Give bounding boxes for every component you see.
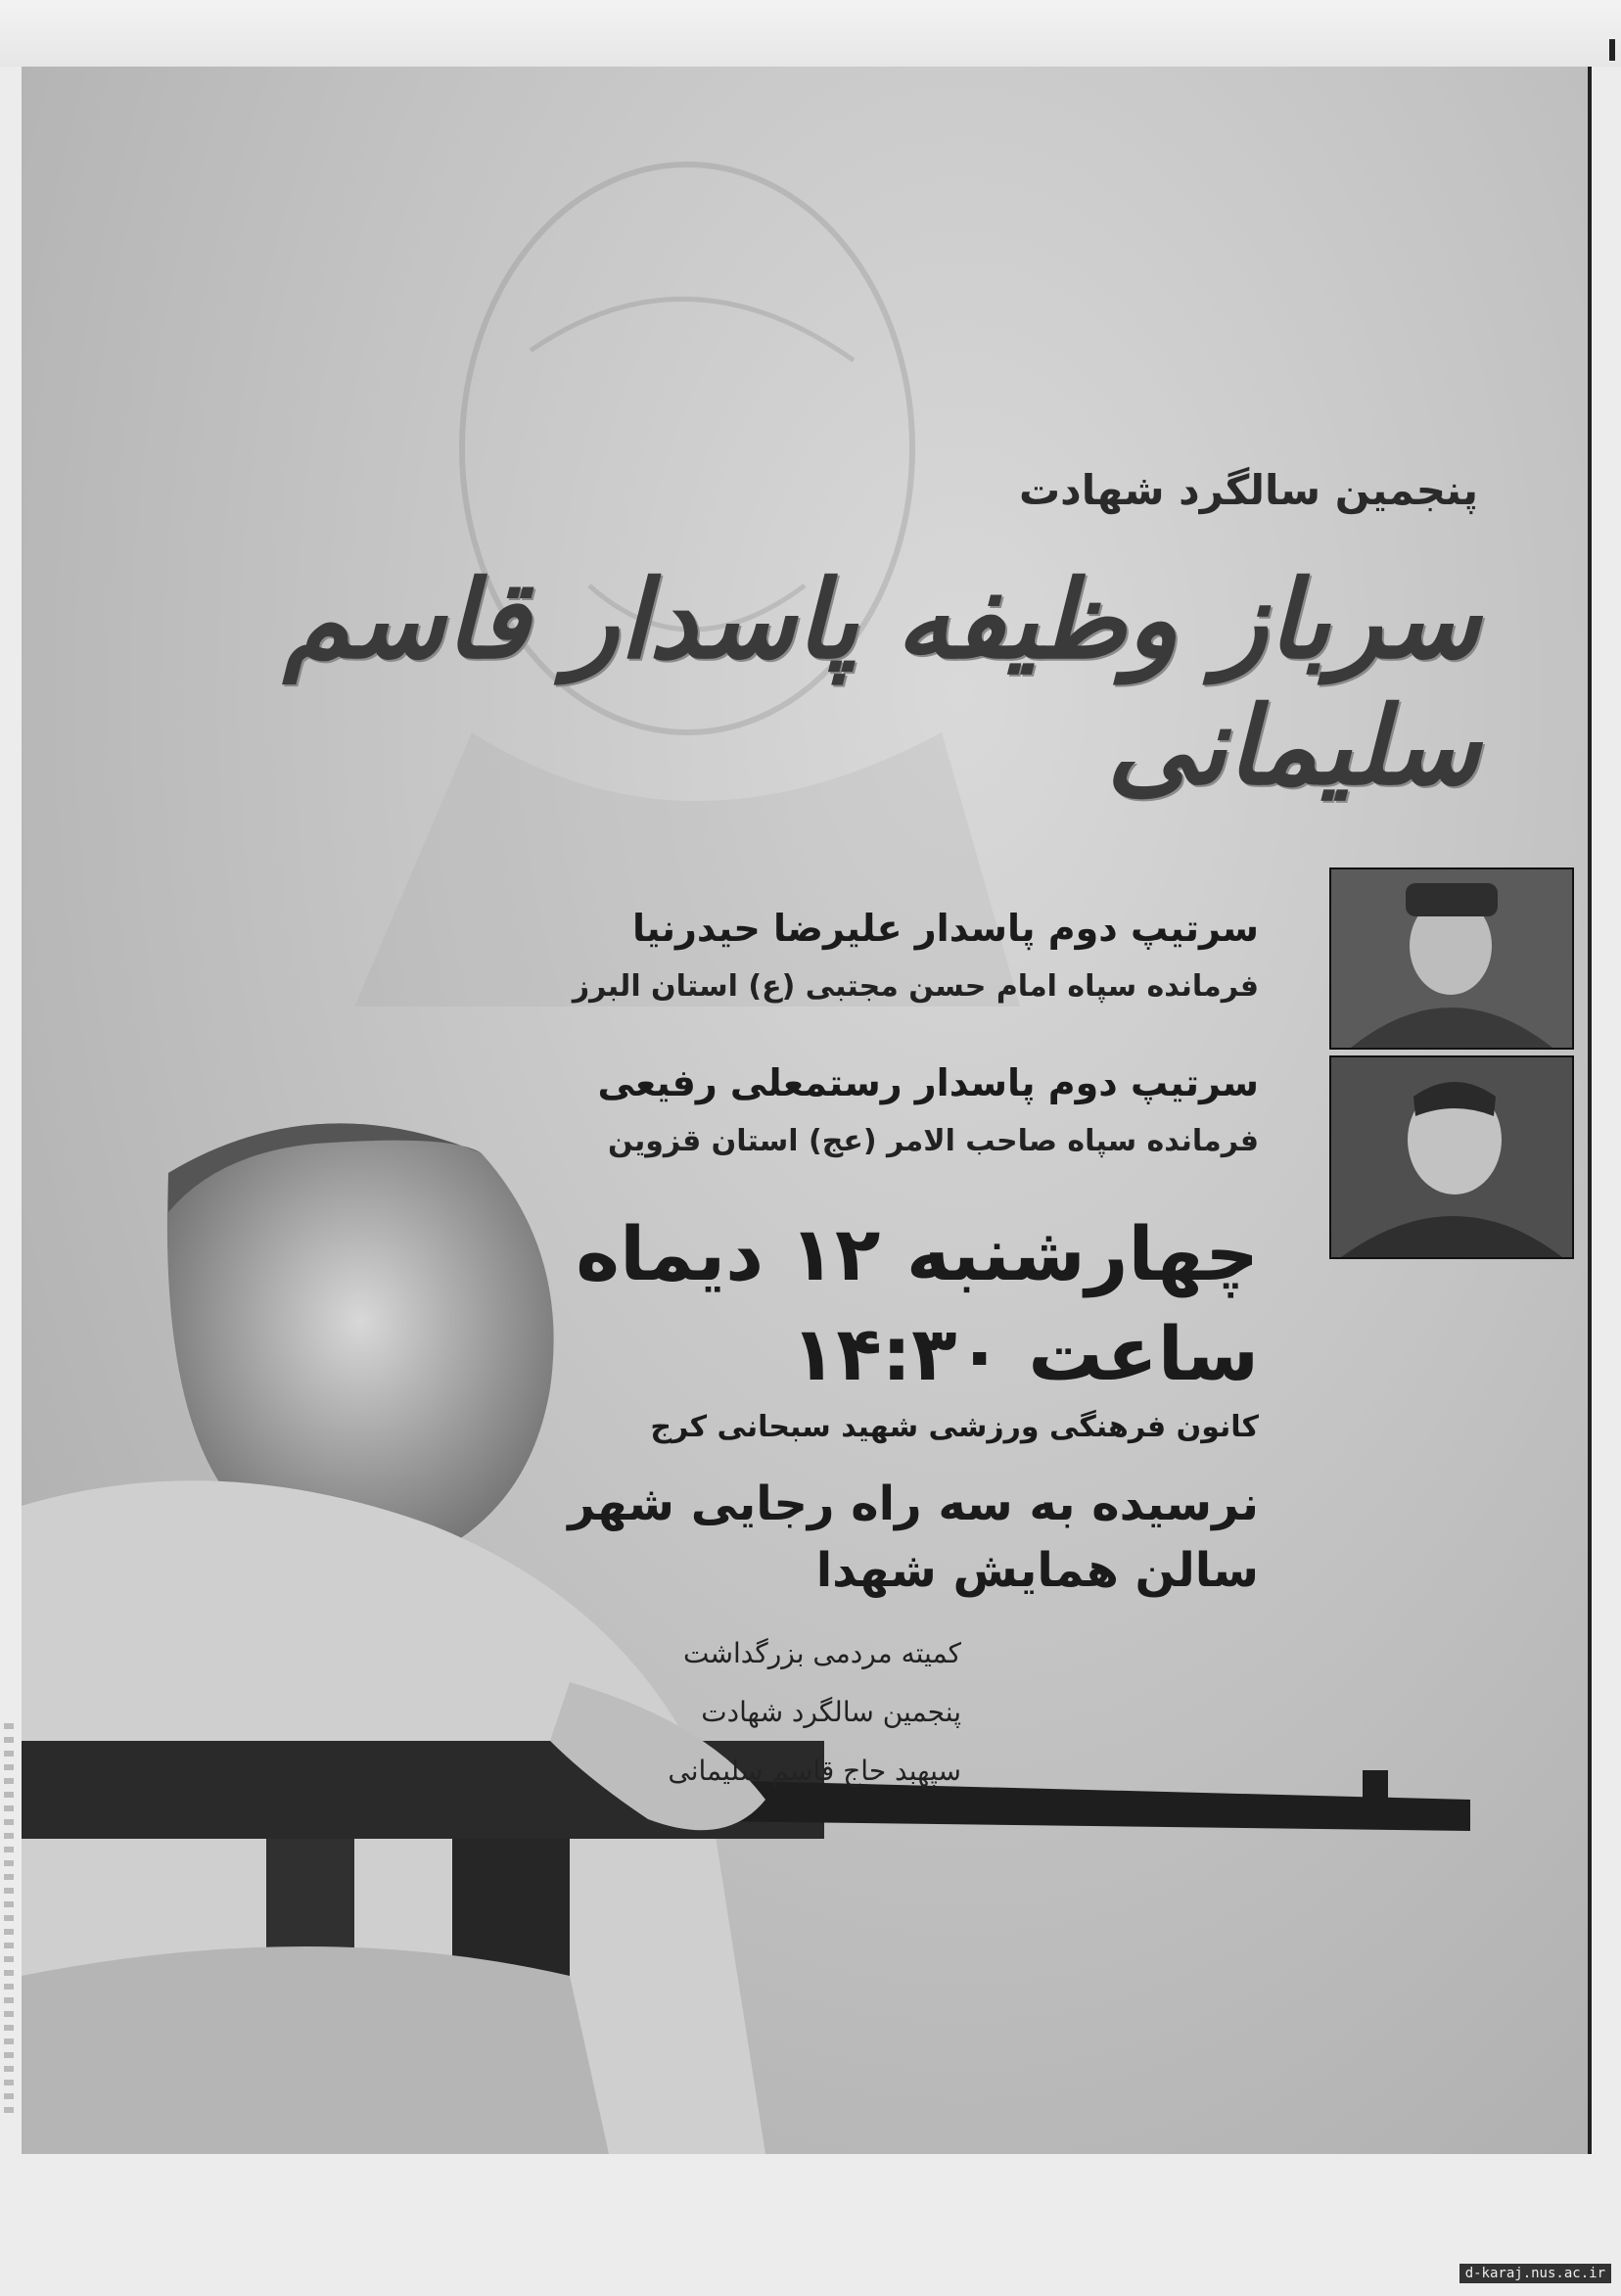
scan-margin-ruler [4,1723,14,2115]
site-watermark[interactable]: d-karaj.nus.ac.ir [1459,2264,1611,2283]
organizer-line-2: پنجمین سالگرد شهادت [701,1696,961,1728]
organizer-line-3: سپهبد حاج قاسم سلیمانی [668,1755,961,1787]
event-subtitle: پنجمین سالگرد شهادت [1018,466,1478,514]
scan-top-margin [0,0,1621,67]
speaker-1-photo [1329,867,1574,1050]
organizer-line-1: کمیته مردمی بزرگداشت [682,1637,961,1669]
speaker-2-role: فرمانده سپاه صاحب الامر (عج) استان قزوین [608,1124,1259,1158]
event-venue: کانون فرهنگی ورزشی شهید سبحانی کرج [650,1410,1259,1444]
speaker-2-photo [1329,1055,1574,1259]
speaker-1-name: سرتیپ دوم پاسدار علیرضا حیدرنیا [631,907,1259,950]
speaker-1-role: فرمانده سپاه امام حسن مجتبی (ع) استان البرز [572,969,1259,1004]
event-date: چهارشنبه ۱۲ دیماه [576,1210,1259,1297]
speaker-2-name: سرتیپ دوم پاسدار رستمعلی رفیعی [597,1061,1259,1104]
event-title: سرباز وظیفه پاسدار قاسم سلیمانی [283,556,1480,809]
event-address-line-2: سالن همایش شهدا [815,1543,1259,1598]
event-time: ساعت ۱۴:۳۰ [790,1310,1259,1397]
event-poster [22,67,1592,2154]
event-address-line-1: نرسیده به سه راه رجایی شهر [568,1476,1259,1531]
scan-corner-mark [1609,39,1615,61]
